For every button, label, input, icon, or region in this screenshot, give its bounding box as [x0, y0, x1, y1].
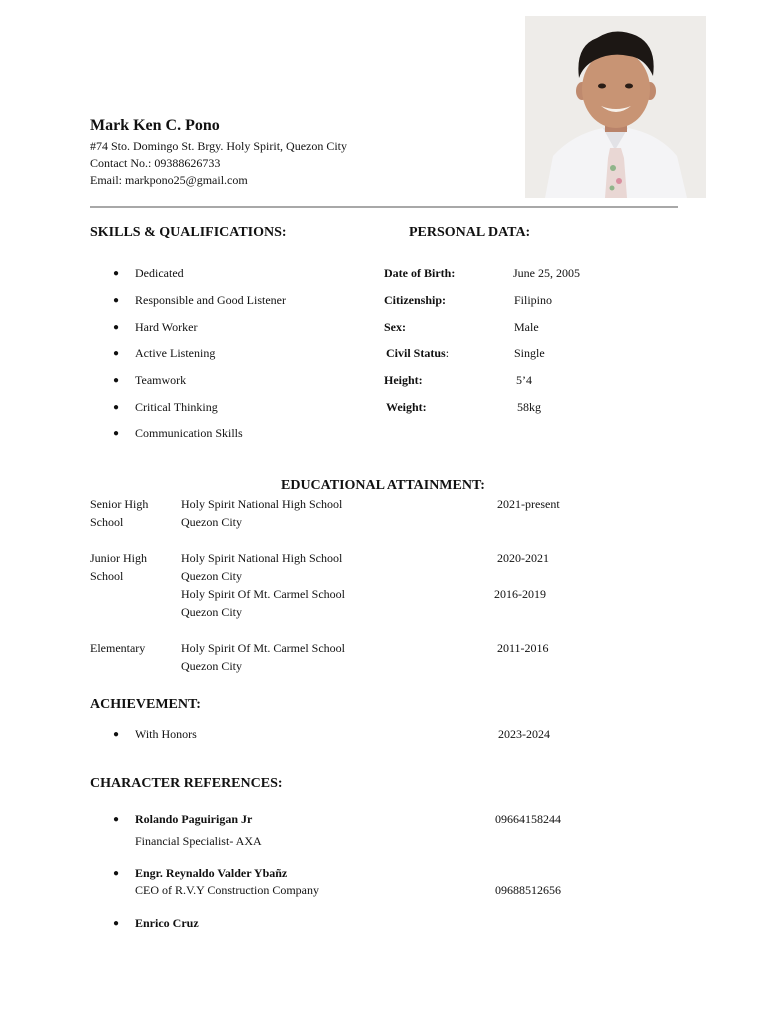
bullet-icon: ●	[113, 268, 120, 279]
civil-status-colon: :	[445, 346, 450, 360]
skill-item: Dedicated	[135, 266, 184, 280]
jhs2-school: Holy Spirit Of Mt. Carmel School	[181, 587, 345, 601]
dob-value: June 25, 2005	[513, 266, 580, 280]
bullet-icon: ●	[113, 729, 120, 740]
skill-item: Teamwork	[135, 373, 187, 387]
skill-item: Communication Skills	[135, 426, 243, 440]
shs-level-cont: School	[90, 515, 124, 529]
weight-label: Weight:	[386, 400, 427, 414]
citizenship-label: Citizenship:	[384, 293, 447, 307]
citizenship-value: Filipino	[514, 293, 553, 307]
reference-name: Enrico Cruz	[135, 916, 199, 930]
civil-status-value: Single	[514, 346, 545, 360]
weight-value: 58kg	[517, 400, 541, 414]
skill-item: Hard Worker	[135, 320, 198, 334]
sex-value: Male	[514, 320, 539, 334]
education-heading: EDUCATIONAL ATTAINMENT:	[281, 478, 485, 493]
bullet-icon: ●	[113, 322, 120, 333]
dob-label: Date of Birth:	[384, 266, 456, 280]
skills-heading: SKILLS & QUALIFICATIONS:	[90, 225, 287, 240]
jhs-years: 2020-2021	[497, 551, 549, 565]
applicant-name: Mark Ken C. Pono	[90, 117, 220, 134]
achievement-years: 2023-2024	[498, 727, 550, 741]
jhs-city: Quezon City	[181, 569, 242, 583]
personal-data-heading: PERSONAL DATA:	[409, 225, 531, 240]
achievement-heading: ACHIEVEMENT:	[90, 697, 201, 712]
email: Email: markpono25@gmail.com	[90, 173, 248, 187]
profile-photo	[525, 16, 706, 198]
height-label: Height:	[384, 373, 423, 387]
bullet-icon: ●	[113, 348, 120, 359]
jhs-level-cont: School	[90, 569, 124, 583]
address: #74 Sto. Domingo St. Brgy. Holy Spirit, Quezon City	[90, 139, 348, 153]
bullet-icon: ●	[113, 918, 120, 929]
reference-role: Financial Specialist- AXA	[135, 834, 262, 848]
reference-phone: 09664158244	[495, 812, 561, 826]
jhs-school: Holy Spirit National High School	[181, 551, 343, 565]
elem-city: Quezon City	[181, 659, 242, 673]
bullet-icon: ●	[113, 375, 120, 386]
contact-number: Contact No.: 09388626733	[90, 156, 221, 170]
civil-status-label	[386, 346, 449, 361]
references-heading: CHARACTER REFERENCES:	[90, 776, 283, 791]
civil-status-label-text: Civil Status	[386, 346, 446, 360]
shs-level: Senior High	[90, 497, 149, 511]
jhs2-years: 2016-2019	[494, 587, 546, 601]
bullet-icon: ●	[113, 428, 120, 439]
shs-school: Holy Spirit National High School	[181, 497, 343, 511]
shs-city: Quezon City	[181, 515, 242, 529]
height-value: 5’4	[516, 373, 532, 387]
skill-item: Critical Thinking	[135, 400, 218, 414]
skill-item: Responsible and Good Listener	[135, 293, 286, 307]
reference-phone: 09688512656	[495, 883, 561, 897]
bullet-icon: ●	[113, 402, 120, 413]
reference-name: Rolando Paguirigan Jr	[135, 812, 253, 826]
elem-years: 2011-2016	[497, 641, 549, 655]
jhs2-city: Quezon City	[181, 605, 242, 619]
sex-label: Sex:	[384, 320, 406, 334]
shs-years: 2021-present	[497, 497, 560, 511]
bullet-icon: ●	[113, 295, 120, 306]
header-divider	[90, 206, 678, 208]
reference-role: CEO of R.V.Y Construction Company	[135, 883, 320, 897]
elem-school: Holy Spirit Of Mt. Carmel School	[181, 641, 345, 655]
jhs-level: Junior High	[90, 551, 147, 565]
achievement-item: With Honors	[135, 727, 197, 741]
bullet-icon: ●	[113, 814, 120, 825]
reference-name: Engr. Reynaldo Valder Ybañz	[135, 866, 288, 880]
skill-item: Active Listening	[135, 346, 216, 360]
elem-level: Elementary	[90, 641, 146, 655]
bullet-icon: ●	[113, 868, 120, 879]
